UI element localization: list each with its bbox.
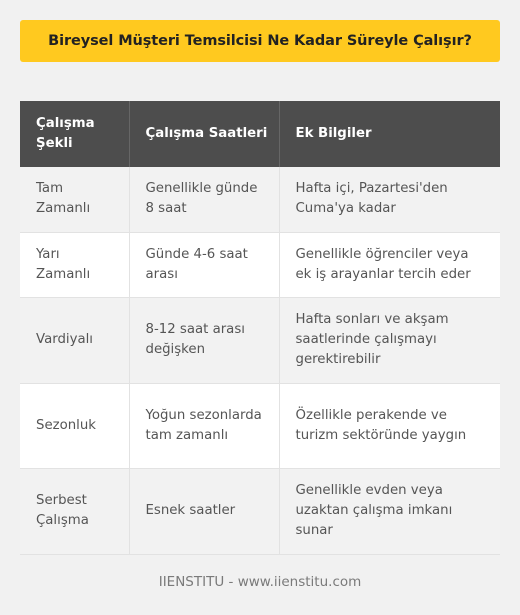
page-title: Bireysel Müşteri Temsilcisi Ne Kadar Süreyle Çalışır?: [48, 33, 472, 49]
info-table: [20, 101, 500, 555]
cell-work-type: Vardiyalı: [20, 297, 129, 383]
cell-work-hours: Yoğun sezonlarda tam zamanlı: [129, 383, 279, 468]
table-row: [20, 468, 500, 554]
cell-extra-info: Özellikle perakende ve turizm sektöründe yaygın: [279, 383, 500, 468]
cell-extra-info: Genellikle evden veya uzaktan çalışma imkanı sunar: [279, 468, 500, 554]
table-row: [20, 167, 500, 232]
header-calisma-sekli: Çalışma Şekli: [20, 101, 129, 167]
table-row: [20, 383, 500, 468]
cell-extra-info: Hafta içi, Pazartesi'den Cuma'ya kadar: [279, 167, 500, 232]
cell-work-hours: 8-12 saat arası değişken: [129, 297, 279, 383]
cell-extra-info: Hafta sonları ve akşam saatlerinde çalışmayı gerektirebilir: [279, 297, 500, 383]
footer-credit: IIENSTITU - www.iienstitu.com: [158, 574, 362, 590]
cell-work-hours: Günde 4-6 saat arası: [129, 232, 279, 297]
cell-extra-info: Genellikle öğrenciler veya ek iş arayanlar tercih eder: [279, 232, 500, 297]
cell-work-hours: Genellikle günde 8 saat: [129, 167, 279, 232]
cell-work-type: Yarı Zamanlı: [20, 232, 129, 297]
cell-work-type: Tam Zamanlı: [20, 167, 129, 232]
header-calisma-saatleri: Çalışma Saatleri: [129, 101, 279, 167]
table-header-row: [20, 101, 500, 167]
table-row: [20, 232, 500, 297]
title-banner: [20, 20, 500, 62]
table-row: [20, 297, 500, 383]
header-ek-bilgiler: Ek Bilgiler: [279, 101, 500, 167]
cell-work-type: Sezonluk: [20, 383, 129, 468]
cell-work-type: Serbest Çalışma: [20, 468, 129, 554]
cell-work-hours: Esnek saatler: [129, 468, 279, 554]
